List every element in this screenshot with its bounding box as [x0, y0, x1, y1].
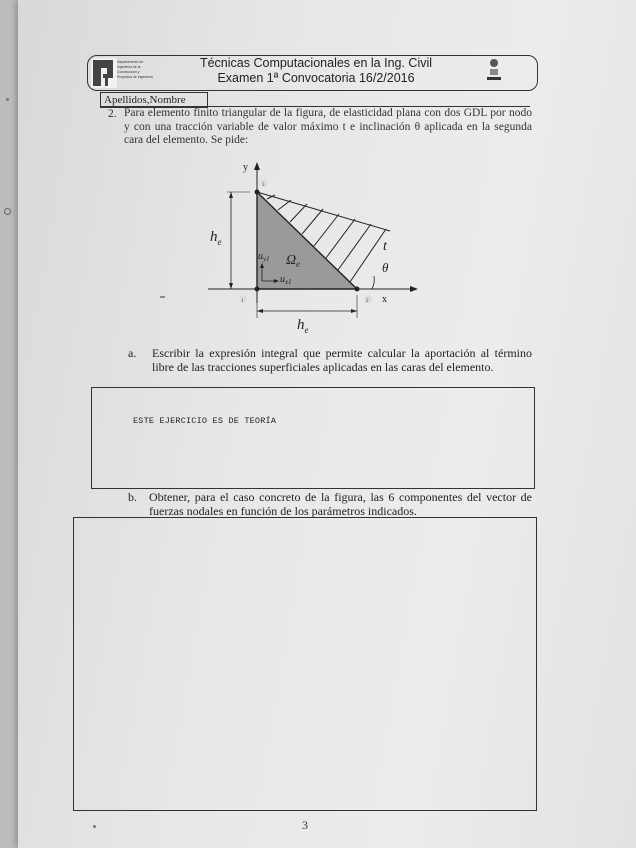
person-icon	[484, 58, 504, 84]
ux1-label: $u_{x1}$	[280, 274, 292, 286]
university-logo	[91, 58, 117, 88]
node-3-marker	[255, 190, 260, 195]
department-line: Proyectos de Ingeniería	[117, 75, 153, 79]
he-vertical-label: $h_e$	[210, 229, 222, 247]
y-axis-label: y	[243, 162, 248, 173]
theta-arc	[372, 276, 374, 289]
element-figure	[150, 158, 440, 338]
part-a-text: Escribir la expresión integral que permite calcular la aportación al término libre de las tracciones superficiales aplicadas en las caras del elemento.	[152, 346, 532, 374]
department-line: Construcción y	[117, 70, 140, 74]
theory-note: ESTE EJERCICIO ES DE TEORÍA	[133, 416, 277, 426]
node-2-marker	[355, 287, 360, 292]
department-name	[117, 60, 179, 80]
course-title: Técnicas Computacionales en la Ing. Civil	[199, 56, 433, 70]
node-3-label: 3	[262, 183, 265, 188]
question-text-body: Para elemento finito triangular de la figura, de elasticidad plana con dos GDL por nodo y con una tracción variable de valor máximo t e inclinación θ aplicada en la segunda cara del elemento. Se pide:	[124, 107, 532, 146]
question-number: 2.	[108, 108, 117, 120]
answer-box-a[interactable]	[91, 387, 535, 489]
margin-mark	[6, 98, 9, 101]
question-text	[124, 107, 532, 148]
exam-title	[186, 56, 446, 86]
page-number: 3	[302, 818, 308, 832]
margin-mark	[93, 825, 96, 828]
name-field-label: Apellidos,Nombre	[104, 94, 186, 106]
node-1-label: 1	[241, 299, 244, 304]
node-1-marker	[255, 287, 260, 292]
exam-subtitle: Examen 1ª Convocatoria 16/2/2016	[217, 71, 415, 85]
uy1-label: $u_{y1}$	[258, 251, 270, 263]
part-b-letter: b.	[128, 490, 137, 504]
omega-label: $\Omega_e$	[286, 253, 301, 269]
x-axis-label: x	[382, 294, 387, 305]
traction-label: t	[383, 239, 387, 254]
part-b-text: Obtener, para el caso concreto de la figura, las 6 componentes del vector de fuerzas nodales en función de los parámetros indicados.	[149, 490, 532, 518]
margin-mark	[4, 208, 11, 215]
theta-label: θ	[382, 260, 389, 275]
part-a-letter: a.	[128, 346, 137, 360]
department-line: Ingeniería de la	[117, 65, 141, 69]
answer-box-b[interactable]	[73, 517, 537, 811]
he-horizontal-label: $h_e$	[297, 317, 309, 335]
department-line: Departamento de	[117, 60, 144, 64]
node-2-label: 2	[366, 299, 369, 304]
